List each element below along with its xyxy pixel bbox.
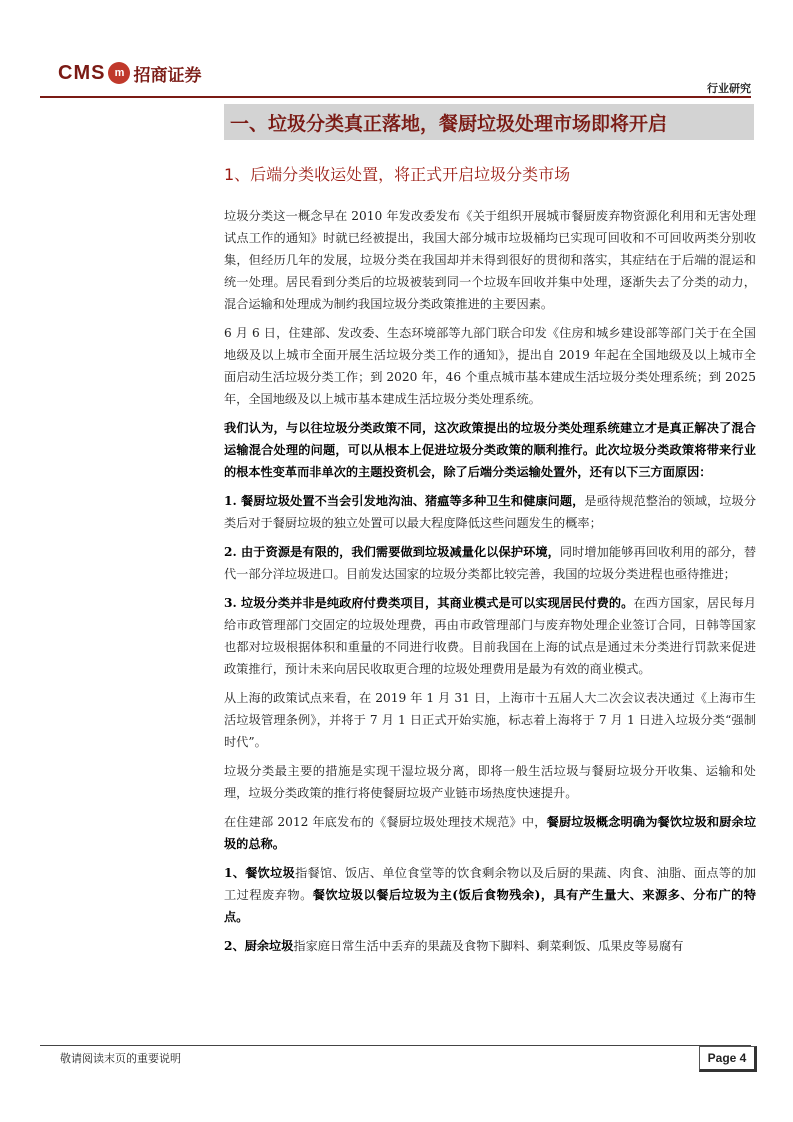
subsection-heading: 1、后端分类收运处置，将正式开启垃圾分类市场 — [224, 165, 571, 184]
company-logo — [58, 58, 201, 88]
paragraph — [224, 862, 756, 928]
bold-text-segment: 2、厨余垃圾 — [224, 939, 294, 953]
bold-text-segment: 餐厨垃圾概念明确为餐饮垃圾和厨余垃圾的总称。 — [224, 815, 757, 851]
body-text — [224, 205, 756, 964]
bold-text-segment: 1、餐饮垃圾 — [224, 866, 296, 880]
text-segment: 指餐馆、饭店、单位食堂等的饮食剩余物以及后厨的果蔬、肉食、油脂、面点等的加工过程废弃物。 — [224, 866, 757, 902]
section-label: 行业研究 — [707, 82, 751, 95]
bold-text-segment: 我们认为，与以往垃圾分类政策不同，这次政策提出的垃圾分类处理系统建立才是真正解决了混合运输混合处理的问题，可以从根本上促进垃圾分类政策的顺利推行。此次垃圾分类政策将带来行业的根本性变革而非单次的主题投资机会，除了后端分类运输处置外，还有以下三方面原因： — [224, 421, 756, 479]
header-divider — [40, 96, 751, 98]
section-heading: 一、垃圾分类真正落地，餐厨垃圾处理市场即将开启 — [224, 104, 754, 140]
footer-disclaimer-note: 敬请阅读末页的重要说明 — [60, 1052, 181, 1065]
bold-text-segment: 1. 餐厨垃圾处置不当会引发地沟油、猪瘟等多种卫生和健康问题， — [224, 494, 585, 508]
paragraph — [224, 417, 756, 483]
text-segment: 同时增加能够再回收利用的部分，替代一部分洋垃圾进口。目前发达国家的垃圾分类都比较完善，我国的垃圾分类进程也亟待推进； — [224, 545, 757, 581]
text-segment: 垃圾分类这一概念早在 2010 年发改委发布《关于组织开展城市餐厨废弃物资源化利用和无害处理试点工作的通知》时就已经被提出，我国大部分城市垃圾桶均已实现可回收和不可回收两类分别收集，但经历几年的发展，垃圾分类在我国却并未得到很好的贯彻和落实，其症结在于后端的混运和统一处理。居民看到分类后的垃圾被装到同一个垃圾车回收并集中处理，逐渐失去了分类的动力，混合运输和处理成为制约我国垃圾分类政策推进的主要因素。 — [224, 209, 756, 311]
paragraph — [224, 811, 756, 855]
text-segment: 在住建部 2012 年底发布的《餐厨垃圾处理技术规范》中， — [224, 815, 547, 829]
text-segment: 在西方国家，居民每月给市政管理部门交固定的垃圾处理费，再由市政管理部门与废弃物处理企业签订合同，日韩等国家也都对垃圾根据体积和重量的不同进行收费。目前我国在上海的试点是通过未分类进行罚款来促进政策推行，预计未来向居民收取更合理的垃圾处理费用是最为有效的商业模式。 — [224, 596, 757, 676]
paragraph — [224, 322, 756, 410]
paragraph — [224, 687, 756, 753]
paragraph — [224, 935, 756, 957]
text-segment: 是亟待规范整治的领域，垃圾分类后对于餐厨垃圾的独立处置可以最大程度降低这些问题发生的概率； — [224, 494, 757, 530]
paragraph — [224, 541, 756, 585]
bold-text-segment: 2. 由于资源是有限的，我们需要做到垃圾减量化以保护环境， — [224, 545, 560, 559]
paragraph — [224, 592, 756, 680]
text-segment: 6 月 6 日，住建部、发改委、生态环境部等九部门联合印发《住房和城乡建设部等部门关于在全国地级及以上城市全面开展生活垃圾分类工作的通知》，提出自 2019 年起在全国地级及以上城市全面启动生活垃圾分类工作；到 2020 年，46 个重点城市基本建成生活垃圾分类处理系统；到 2025 年，全国地级及以上城市基本建成生活垃圾分类处理系统。 — [224, 326, 756, 406]
bold-text-segment: 3. 垃圾分类并非是纯政府付费类项目，其商业模式是可以实现居民付费的。 — [224, 596, 634, 610]
paragraph — [224, 205, 756, 315]
bold-text-segment: 餐饮垃圾以餐后垃圾为主(饭后食物残余)，具有产生量大、来源多、分布广的特点。 — [224, 888, 756, 924]
page-number: Page 4 — [699, 1046, 757, 1072]
footer-divider — [40, 1045, 751, 1046]
text-segment: 指家庭日常生活中丢弃的果蔬及食物下脚料、剩菜剩饭、瓜果皮等易腐有 — [293, 939, 684, 953]
logo-mark-icon: m — [108, 62, 130, 84]
paragraph — [224, 760, 756, 804]
logo-company-name: 招商证券 — [133, 65, 202, 86]
text-segment: 垃圾分类最主要的措施是实现干湿垃圾分离，即将一般生活垃圾与餐厨垃圾分开收集、运输和处理，垃圾分类政策的推行将使餐厨垃圾产业链市场热度快速提升。 — [224, 764, 756, 800]
logo-cms-text: CMS — [58, 61, 106, 84]
text-segment: 从上海的政策试点来看，在 2019 年 1 月 31 日，上海市十五届人大二次会议表决通过《上海市生活垃圾管理条例》，并将于 7 月 1 日正式开始实施，标志着上海将于 7 月 1 日进入垃圾分类“强制时代”。 — [224, 691, 756, 749]
paragraph — [224, 490, 756, 534]
